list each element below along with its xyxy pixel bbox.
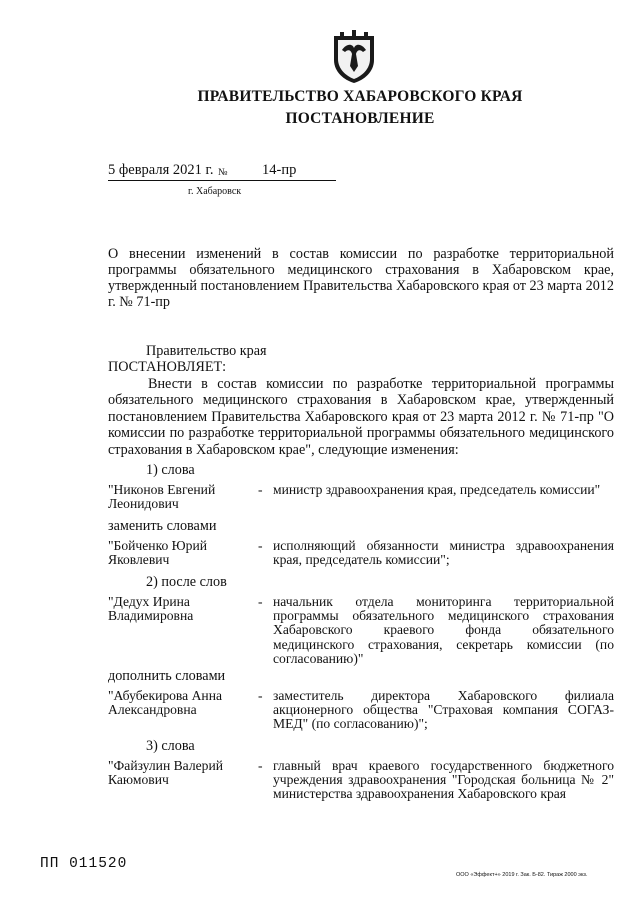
- replace-label: заменить словами: [108, 518, 217, 534]
- document-type: ПОСТАНОВЛЕНИЕ: [285, 110, 435, 127]
- item2a-desc: заместитель директора Хабаровского филиала акционерного общества "Страховая компания СОГАЗ-МЕД" (по согласованию)";: [273, 688, 614, 732]
- item3-name: "Файзулин Валерий Каюмович: [108, 758, 223, 788]
- government-title: ПРАВИТЕЛЬСТВО ХАБАРОВСКОГО КРАЯ: [197, 88, 523, 105]
- print-info: ООО «Эффект+» 2019 г. Зак. Б-82. Тираж 2000 экз.: [456, 872, 588, 878]
- item2-name: "Дедух Ирина Владимировна: [108, 594, 194, 624]
- date-underline: [108, 180, 336, 181]
- item1r-dash: -: [258, 538, 263, 553]
- document-subject: О внесении изменений в состав комиссии по разработке территориальной программы обязательного медицинского страхования в Хабаровском крае, утвержденный постановлением Правительства Хабаровского края от 23 марта 2012 г. № 71-пр: [108, 246, 614, 310]
- item2a-dash: -: [258, 688, 263, 703]
- item2-dash: -: [258, 594, 263, 609]
- body-paragraph: Внести в состав комиссии по разработке территориальной программы обязательного медицинского страхования в Хабаровском крае, утвержденный постановлением Правительства Хабаровского края от 23 марта 2012 г. № 71-пр "О комиссии по разработке территориальной программы обязательного медицинского страхования в Хабаровском крае", следующие изменения:: [108, 376, 614, 458]
- item1r-name: "Бойченко Юрий Яковлевич: [108, 538, 207, 568]
- item1-desc: министр здравоохранения края, председатель комиссии": [273, 482, 601, 497]
- coat-of-arms-icon: [330, 30, 378, 84]
- document-date: 5 февраля 2021 г.: [108, 162, 214, 178]
- item3-label: 3) слова: [146, 738, 195, 754]
- item1-dash: -: [258, 482, 263, 497]
- add-label: дополнить словами: [108, 668, 226, 684]
- item2-label: 2) после слов: [146, 574, 227, 590]
- item2a-name: "Абубекирова Анна Александровна: [108, 688, 223, 718]
- document-city: г. Хабаровск: [188, 186, 242, 197]
- item3-dash: -: [258, 758, 263, 773]
- preamble-line2: ПОСТАНОВЛЯЕТ:: [108, 359, 227, 375]
- item1r-desc: исполняющий обязанности министра здравоохранения края, председатель комиссии";: [273, 538, 614, 568]
- document-number: 14-пр: [262, 162, 297, 178]
- item3-desc: главный врач краевого государственного бюджетного учреждения здравоохранения "Городская больница № 2" министерства здравоохранения Хабаровского края: [273, 758, 614, 802]
- number-sign: №: [218, 167, 228, 178]
- item1-label: 1) слова: [146, 462, 195, 478]
- preamble-line1: Правительство края: [146, 343, 267, 359]
- form-code: ПП 011520: [40, 856, 128, 872]
- item2-desc: начальник отдела мониторинга территориальной программы обязательного медицинского страхования Хабаровского краевого фонда обязательного медицинского страхования, секретарь комиссии (по согласованию)": [273, 594, 614, 666]
- item1-name: "Никонов Евгений Леонидович: [108, 482, 216, 512]
